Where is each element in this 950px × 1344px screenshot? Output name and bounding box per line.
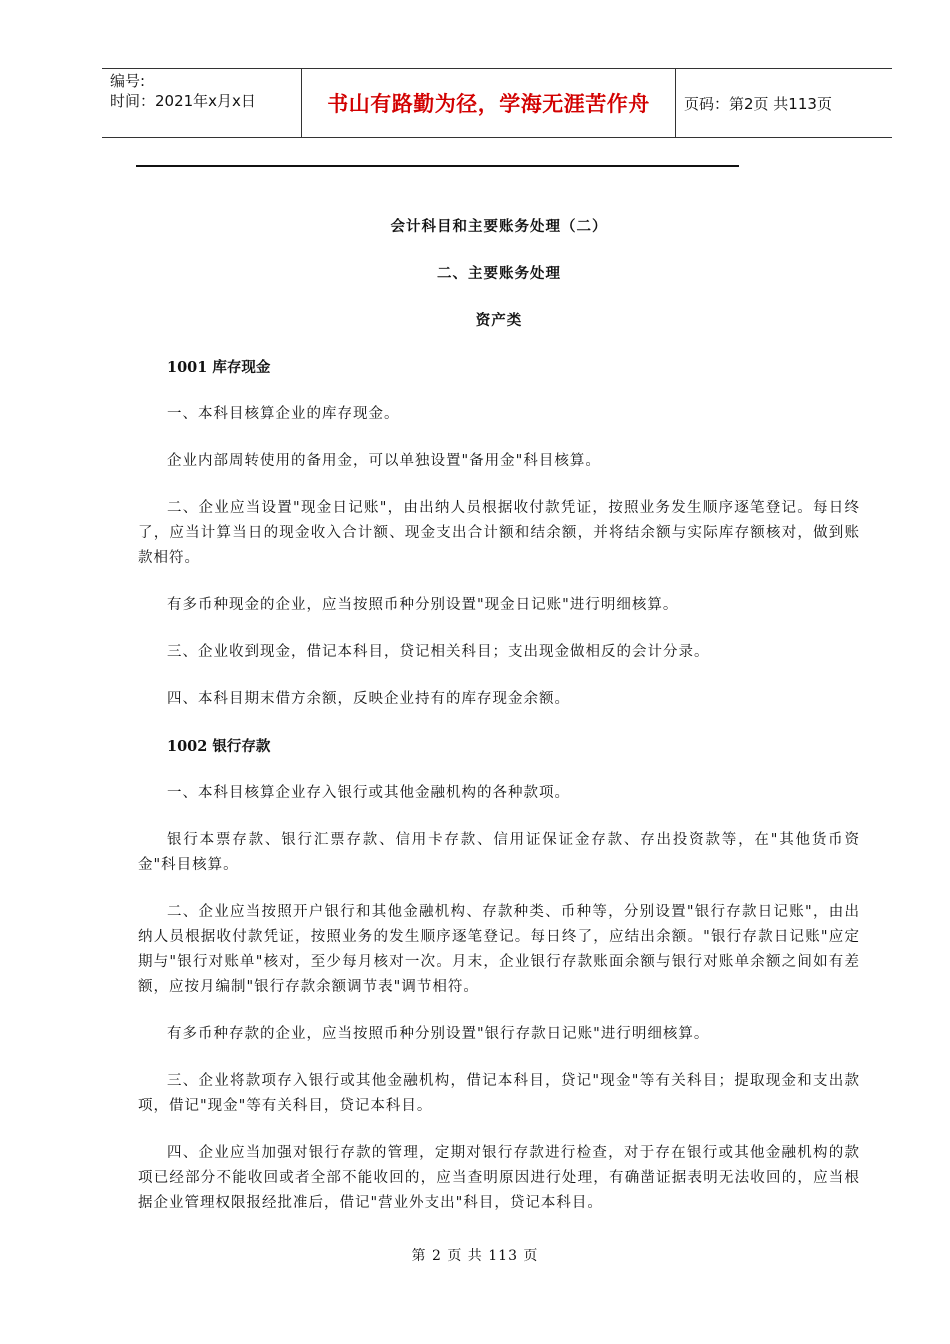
paragraph: 二、企业应当按照开户银行和其他金融机构、存款种类、币种等，分别设置"银行存款日记账"，由出纳人员根据收付款凭证，按照业务的发生顺序逐笔登记。每日终了，应结出余额。"银行存款日记账"应定期与"银行对账单"核对，至少每月核对一次。月末，企业银行存款账面余额与银行对账单余额之间如有差额，应按月编制"银行存款余额调节表"调节相符。 <box>138 904 860 995</box>
page-header <box>102 68 892 138</box>
paragraph: 三、企业收到现金，借记本科目，贷记相关科目；支出现金做相反的会计分录。 <box>167 644 710 660</box>
document-body <box>138 214 860 1238</box>
header-meta <box>102 69 302 137</box>
paragraph: 企业内部周转使用的备用金，可以单独设置"备用金"科目核算。 <box>167 453 601 469</box>
paragraph: 三、企业将款项存入银行或其他金融机构，借记本科目，贷记"现金"等有关科目；提取现金和支出款项，借记"现金"等有关科目，贷记本科目。 <box>138 1073 860 1114</box>
document-title: 会计科目和主要账务处理（二） <box>390 218 608 235</box>
page-footer: 第 2 页 共 113 页 <box>411 1248 539 1264</box>
section-heading-1001: 1001 库存现金 <box>167 359 271 376</box>
section-heading-1002: 1002 银行存款 <box>167 738 271 755</box>
paragraph: 有多币种现金的企业，应当按照币种分别设置"现金日记账"进行明细核算。 <box>167 597 679 613</box>
time-label: 时间：2021年x月x日 <box>110 92 256 110</box>
category-heading: 资产类 <box>475 312 523 329</box>
paragraph: 银行本票存款、银行汇票存款、信用卡存款、信用证保证金存款、存出投资款等，在"其他货币资金"科目核算。 <box>138 832 860 873</box>
paragraph: 一、本科目核算企业的库存现金。 <box>167 406 400 422</box>
header-page-info: 页码：第2页 共113页 <box>684 94 832 113</box>
paragraph: 四、企业应当加强对银行存款的管理，定期对银行存款进行检查，对于存在银行或其他金融机构的款项已经部分不能收回或者全部不能收回的，应当查明原因进行处理，有确凿证据表明无法收回的，应当根据企业管理权限报经批准后，借记"营业外支出"科目，贷记本科目。 <box>138 1145 860 1211</box>
paragraph: 二、企业应当设置"现金日记账"，由出纳人员根据收付款凭证，按照业务发生顺序逐笔登记。每日终了，应当计算当日的现金收入合计额、现金支出合计额和结余额，并将结余额与实际库存额核对，做到账款相符。 <box>138 500 860 566</box>
paragraph: 四、本科目期末借方余额，反映企业持有的库存现金余额。 <box>167 691 570 707</box>
paragraph: 有多币种存款的企业，应当按照币种分别设置"银行存款日记账"进行明细核算。 <box>167 1026 710 1042</box>
document-subtitle: 二、主要账务处理 <box>437 265 561 282</box>
paragraph: 一、本科目核算企业存入银行或其他金融机构的各种款项。 <box>167 785 570 801</box>
header-slogan: 书山有路勤为径，学海无涯苦作舟 <box>302 69 676 137</box>
number-label: 编号: <box>110 72 146 90</box>
header-divider <box>136 165 739 167</box>
